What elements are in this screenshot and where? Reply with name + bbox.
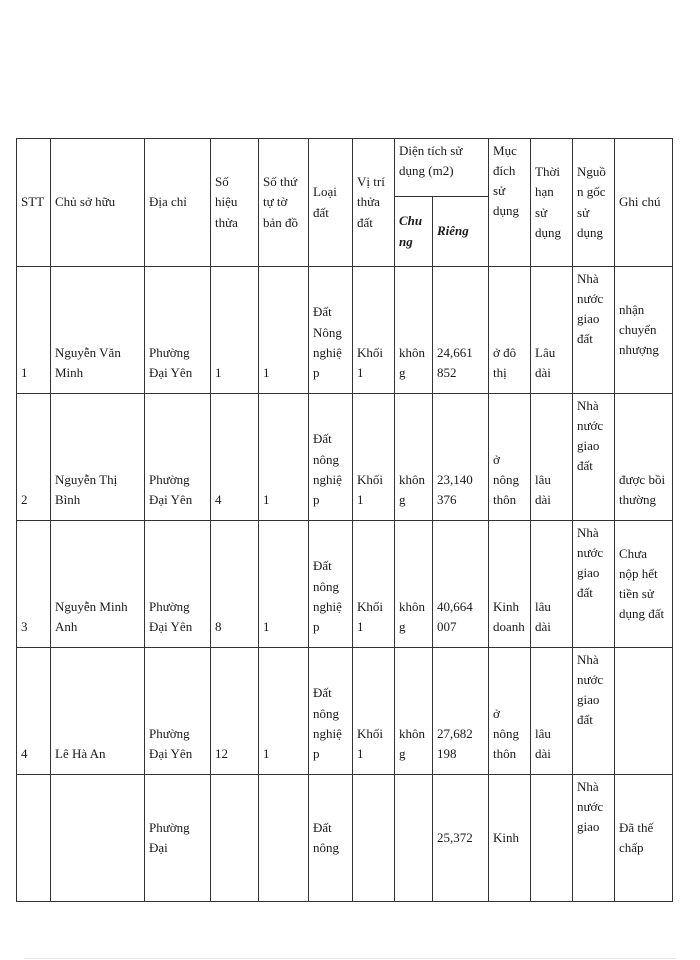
cell-map-sheet: 1 <box>259 521 309 648</box>
cell-area-shared: không <box>395 394 433 521</box>
cell-location: Khối 1 <box>353 394 395 521</box>
table-row <box>17 648 673 775</box>
header-stt: STT <box>17 139 51 267</box>
cell-address: Phường Đại <box>145 775 211 902</box>
cell-owner: Nguyễn Minh Anh <box>51 521 145 648</box>
table-row <box>17 267 673 394</box>
cell-stt: 2 <box>17 394 51 521</box>
cell-location: Khối 1 <box>353 648 395 775</box>
cell-stt: 4 <box>17 648 51 775</box>
cell-note <box>615 648 673 775</box>
header-note: Ghi chú <box>615 139 673 267</box>
header-land-type: Loại đất <box>309 139 353 267</box>
cell-owner: Lê Hà An <box>51 648 145 775</box>
cell-address: Phường Đại Yên <box>145 521 211 648</box>
cell-area-shared: không <box>395 521 433 648</box>
cell-land-type: Đất nông <box>309 775 353 902</box>
cell-origin: Nhà nước giao <box>573 775 615 902</box>
cell-term: lâu dài <box>531 648 573 775</box>
cell-owner: Nguyễn Văn Minh <box>51 267 145 394</box>
table-row <box>17 394 673 521</box>
cell-area-shared <box>395 775 433 902</box>
header-term: Thời hạn sử dụng <box>531 139 573 267</box>
land-registry-table <box>16 138 673 902</box>
header-map-sheet: Số thứ tự tờ bản đồ <box>259 139 309 267</box>
cell-term: lâu dài <box>531 394 573 521</box>
cell-parcel-no <box>211 775 259 902</box>
header-area-shared: Chung <box>395 197 433 267</box>
cell-stt <box>17 775 51 902</box>
cell-note: Chưa nộp hết tiền sử dụng đất <box>615 521 673 648</box>
cell-purpose: ở nông thôn <box>489 648 531 775</box>
cell-land-type: Đất nông nghiệp <box>309 521 353 648</box>
header-address: Địa chỉ <box>145 139 211 267</box>
header-area-private: Riêng <box>433 197 489 267</box>
cell-area-private: 23,140 376 <box>433 394 489 521</box>
cell-parcel-no: 8 <box>211 521 259 648</box>
cell-stt: 1 <box>17 267 51 394</box>
cell-address: Phường Đại Yên <box>145 648 211 775</box>
cell-stt: 3 <box>17 521 51 648</box>
cell-note: nhận chuyển nhượng <box>615 267 673 394</box>
cell-owner: Nguyễn Thị Bình <box>51 394 145 521</box>
cell-area-private: 27,682 198 <box>433 648 489 775</box>
header-parcel-no: Số hiệu thửa <box>211 139 259 267</box>
cell-purpose: Kinh <box>489 775 531 902</box>
cell-map-sheet: 1 <box>259 267 309 394</box>
page-bottom-divider <box>24 958 676 959</box>
cell-address: Phường Đại Yên <box>145 267 211 394</box>
cell-purpose: Kinh doanh <box>489 521 531 648</box>
cell-note: Đã thế chấp <box>615 775 673 902</box>
header-area-group: Diện tích sử dụng (m2) <box>395 139 489 197</box>
header-purpose: Mục đích sử dụng <box>489 139 531 267</box>
cell-origin: Nhà nước giao đất <box>573 521 615 648</box>
cell-origin: Nhà nước giao đất <box>573 648 615 775</box>
cell-origin: Nhà nước giao đất <box>573 394 615 521</box>
table-row <box>17 775 673 902</box>
cell-note: được bồi thường <box>615 394 673 521</box>
cell-location: Khối 1 <box>353 267 395 394</box>
header-owner: Chủ sở hữu <box>51 139 145 267</box>
cell-address: Phường Đại Yên <box>145 394 211 521</box>
cell-land-type: Đất nông nghiệp <box>309 648 353 775</box>
cell-term <box>531 775 573 902</box>
cell-map-sheet: 1 <box>259 394 309 521</box>
cell-owner <box>51 775 145 902</box>
cell-area-private: 25,372 <box>433 775 489 902</box>
cell-land-type: Đất Nông nghiệp <box>309 267 353 394</box>
cell-parcel-no: 4 <box>211 394 259 521</box>
cell-purpose: ở đô thị <box>489 267 531 394</box>
cell-parcel-no: 1 <box>211 267 259 394</box>
cell-map-sheet <box>259 775 309 902</box>
cell-location <box>353 775 395 902</box>
header-location: Vị trí thửa đất <box>353 139 395 267</box>
table-row <box>17 521 673 648</box>
cell-purpose: ở nông thôn <box>489 394 531 521</box>
cell-location: Khối 1 <box>353 521 395 648</box>
cell-area-private: 40,664 007 <box>433 521 489 648</box>
cell-area-shared: không <box>395 648 433 775</box>
header-origin: Nguồn gốc sử dụng <box>573 139 615 267</box>
cell-map-sheet: 1 <box>259 648 309 775</box>
cell-term: Lâu dài <box>531 267 573 394</box>
cell-land-type: Đất nông nghiệp <box>309 394 353 521</box>
cell-origin: Nhà nước giao đất <box>573 267 615 394</box>
cell-term: lâu dài <box>531 521 573 648</box>
cell-area-private: 24,661 852 <box>433 267 489 394</box>
cell-area-shared: không <box>395 267 433 394</box>
cell-parcel-no: 12 <box>211 648 259 775</box>
